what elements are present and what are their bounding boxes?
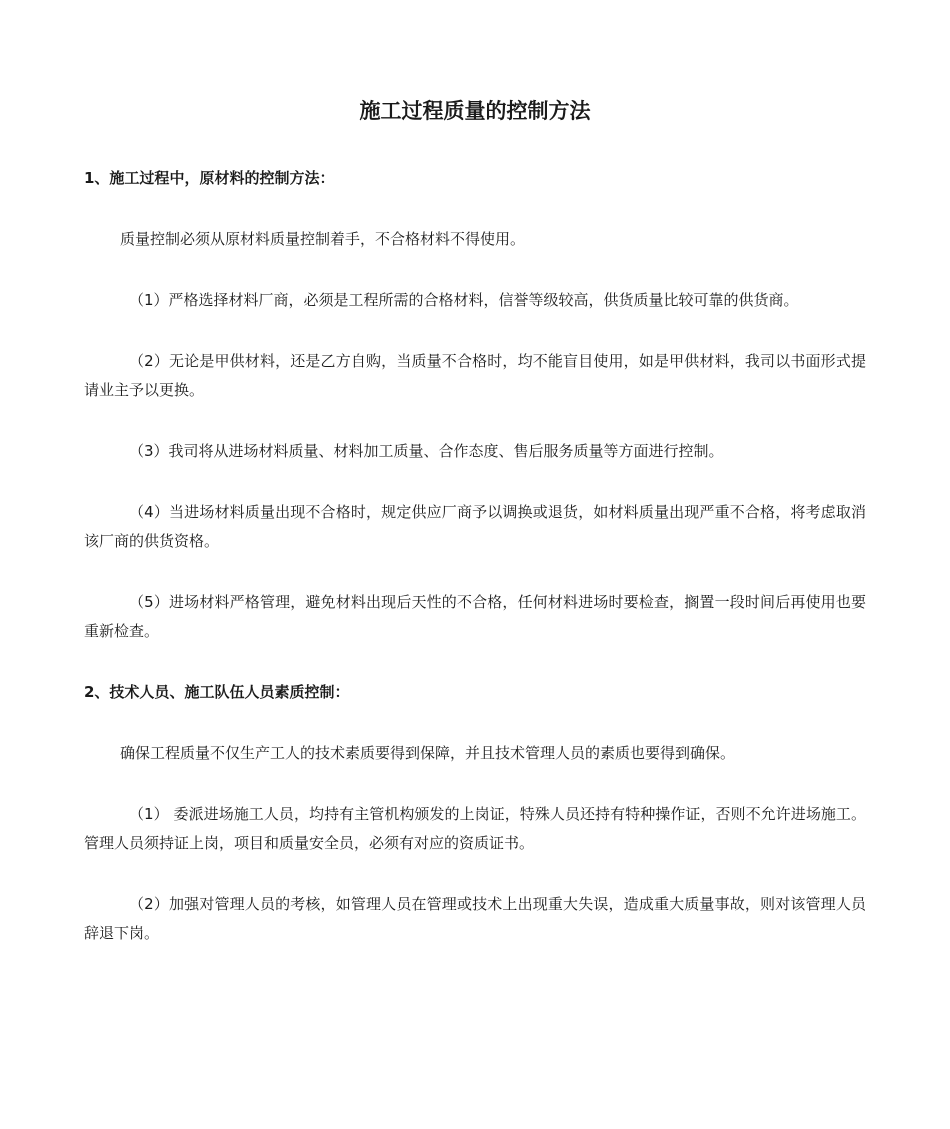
list-item: （2）无论是甲供材料，还是乙方自购，当质量不合格时，均不能盲目使用，如是甲供材料，我司以书面形式提请业主予以更换。 <box>84 352 866 399</box>
section-2 <box>84 678 866 948</box>
list-item: （4）当进场材料质量出现不合格时，规定供应厂商予以调换或退货，如材料质量出现严重不合格，将考虑取消该厂商的供货资格。 <box>84 503 866 550</box>
list-item: （1） 委派进场施工人员，均持有主管机构颁发的上岗证，特殊人员还持有特种操作证，否则不允许进场施工。管理人员须持证上岗，项目和质量安全员，必须有对应的资质证书。 <box>84 805 866 852</box>
list-item: （5）进场材料严格管理，避免材料出现后天性的不合格，任何材料进场时要检查，搁置一段时间后再使用也要重新检查。 <box>84 593 866 640</box>
section-heading: 2、技术人员、施工队伍人员素质控制： <box>84 683 350 701</box>
document-title: 施工过程质量的控制方法 <box>359 99 591 123</box>
list-item: （3）我司将从进场材料质量、材料加工质量、合作态度、售后服务质量等方面进行控制。 <box>129 442 724 460</box>
list-item: （1）严格选择材料厂商，必须是工程所需的合格材料，信誉等级较高，供货质量比较可靠的供货商。 <box>129 291 799 309</box>
section-intro: 质量控制必须从原材料质量控制着手，不合格材料不得使用。 <box>120 230 526 248</box>
section-heading: 1、施工过程中，原材料的控制方法： <box>84 169 335 187</box>
list-item: （2）加强对管理人员的考核，如管理人员在管理或技术上出现重大失误，造成重大质量事故，则对该管理人员辞退下岗。 <box>84 895 866 942</box>
section-1 <box>84 164 866 646</box>
section-intro: 确保工程质量不仅生产工人的技术素质要得到保障，并且技术管理人员的素质也要得到确保。 <box>120 744 736 762</box>
